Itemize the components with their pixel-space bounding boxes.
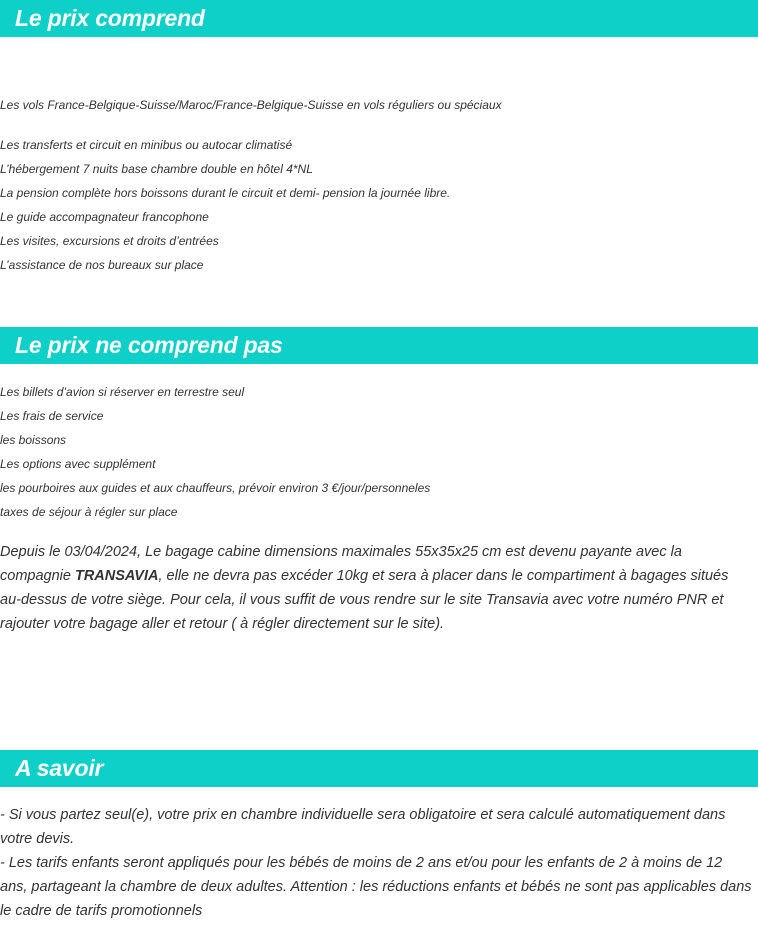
baggage-note-rest: , elle ne devra pas excéder 10kg et sera à placer dans le compartiment à bagages situés au-dessus de votre siège. Pour cela, il vous suffit de vous rendre sur le site Transavia avec votre numéro PNR et rajouter votre bagage aller et retour ( à régler directement sur le site). [0, 568, 729, 632]
baggage-note-intro: Depuis le 03/04/2024, Le bagage cabine dimensions maximales 55x35x25 cm est devenu payante avec la compagnie [0, 544, 682, 584]
included-title: Le prix comprend [15, 5, 205, 31]
excluded-title: Le prix ne comprend pas [15, 332, 283, 358]
list-item: Le guide accompagnateur francophone [0, 210, 209, 224]
savoir-title: A savoir [15, 755, 104, 781]
baggage-note-company: TRANSAVIA [74, 568, 159, 584]
included-list [0, 133, 450, 277]
list-item: L’hébergement 7 nuits base chambre double en hôtel 4*NL [0, 162, 313, 176]
list-item: Les visites, excursions et droits d’entrées [0, 234, 219, 248]
list-item: L’assistance de nos bureaux sur place [0, 258, 204, 272]
included-item-flights: Les vols France-Belgique-Suisse/Maroc/France-Belgique-Suisse en vols réguliers ou spéciaux [0, 98, 502, 112]
list-item: Les billets d’avion si réserver en terrestre seul [0, 385, 245, 399]
savoir-header [0, 750, 758, 787]
included-first-list [0, 93, 502, 117]
list-item: Les frais de service [0, 409, 104, 423]
excluded-list [0, 380, 430, 524]
list-item: les pourboires aux guides et aux chauffeurs, prévoir environ 3 €/jour/personneles [0, 481, 431, 495]
list-item: La pension complète hors boissons durant le circuit et demi- pension la journée libre. [0, 186, 451, 200]
list-item: Les options avec supplément [0, 457, 156, 471]
list-item: taxes de séjour à régler sur place [0, 505, 178, 519]
savoir-children-note: - Les tarifs enfants seront appliqués pour les bébés de moins de 2 ans et/ou pour les enfants de 2 à moins de 12 ans, partageant la chambre de deux adultes. Attention : les réductions enfants et bébés ne sont pas applicables dans le cadre de tarifs promotionnels [0, 855, 752, 919]
list-item: les boissons [0, 433, 67, 447]
included-header [0, 0, 758, 37]
list-item: Les transferts et circuit en minibus ou autocar climatisé [0, 138, 293, 152]
baggage-note [0, 540, 752, 636]
savoir-single-note: - Si vous partez seul(e), votre prix en chambre individuelle sera obligatoire et sera calculé automatiquement dans votre devis. [0, 807, 726, 847]
excluded-header [0, 327, 758, 364]
